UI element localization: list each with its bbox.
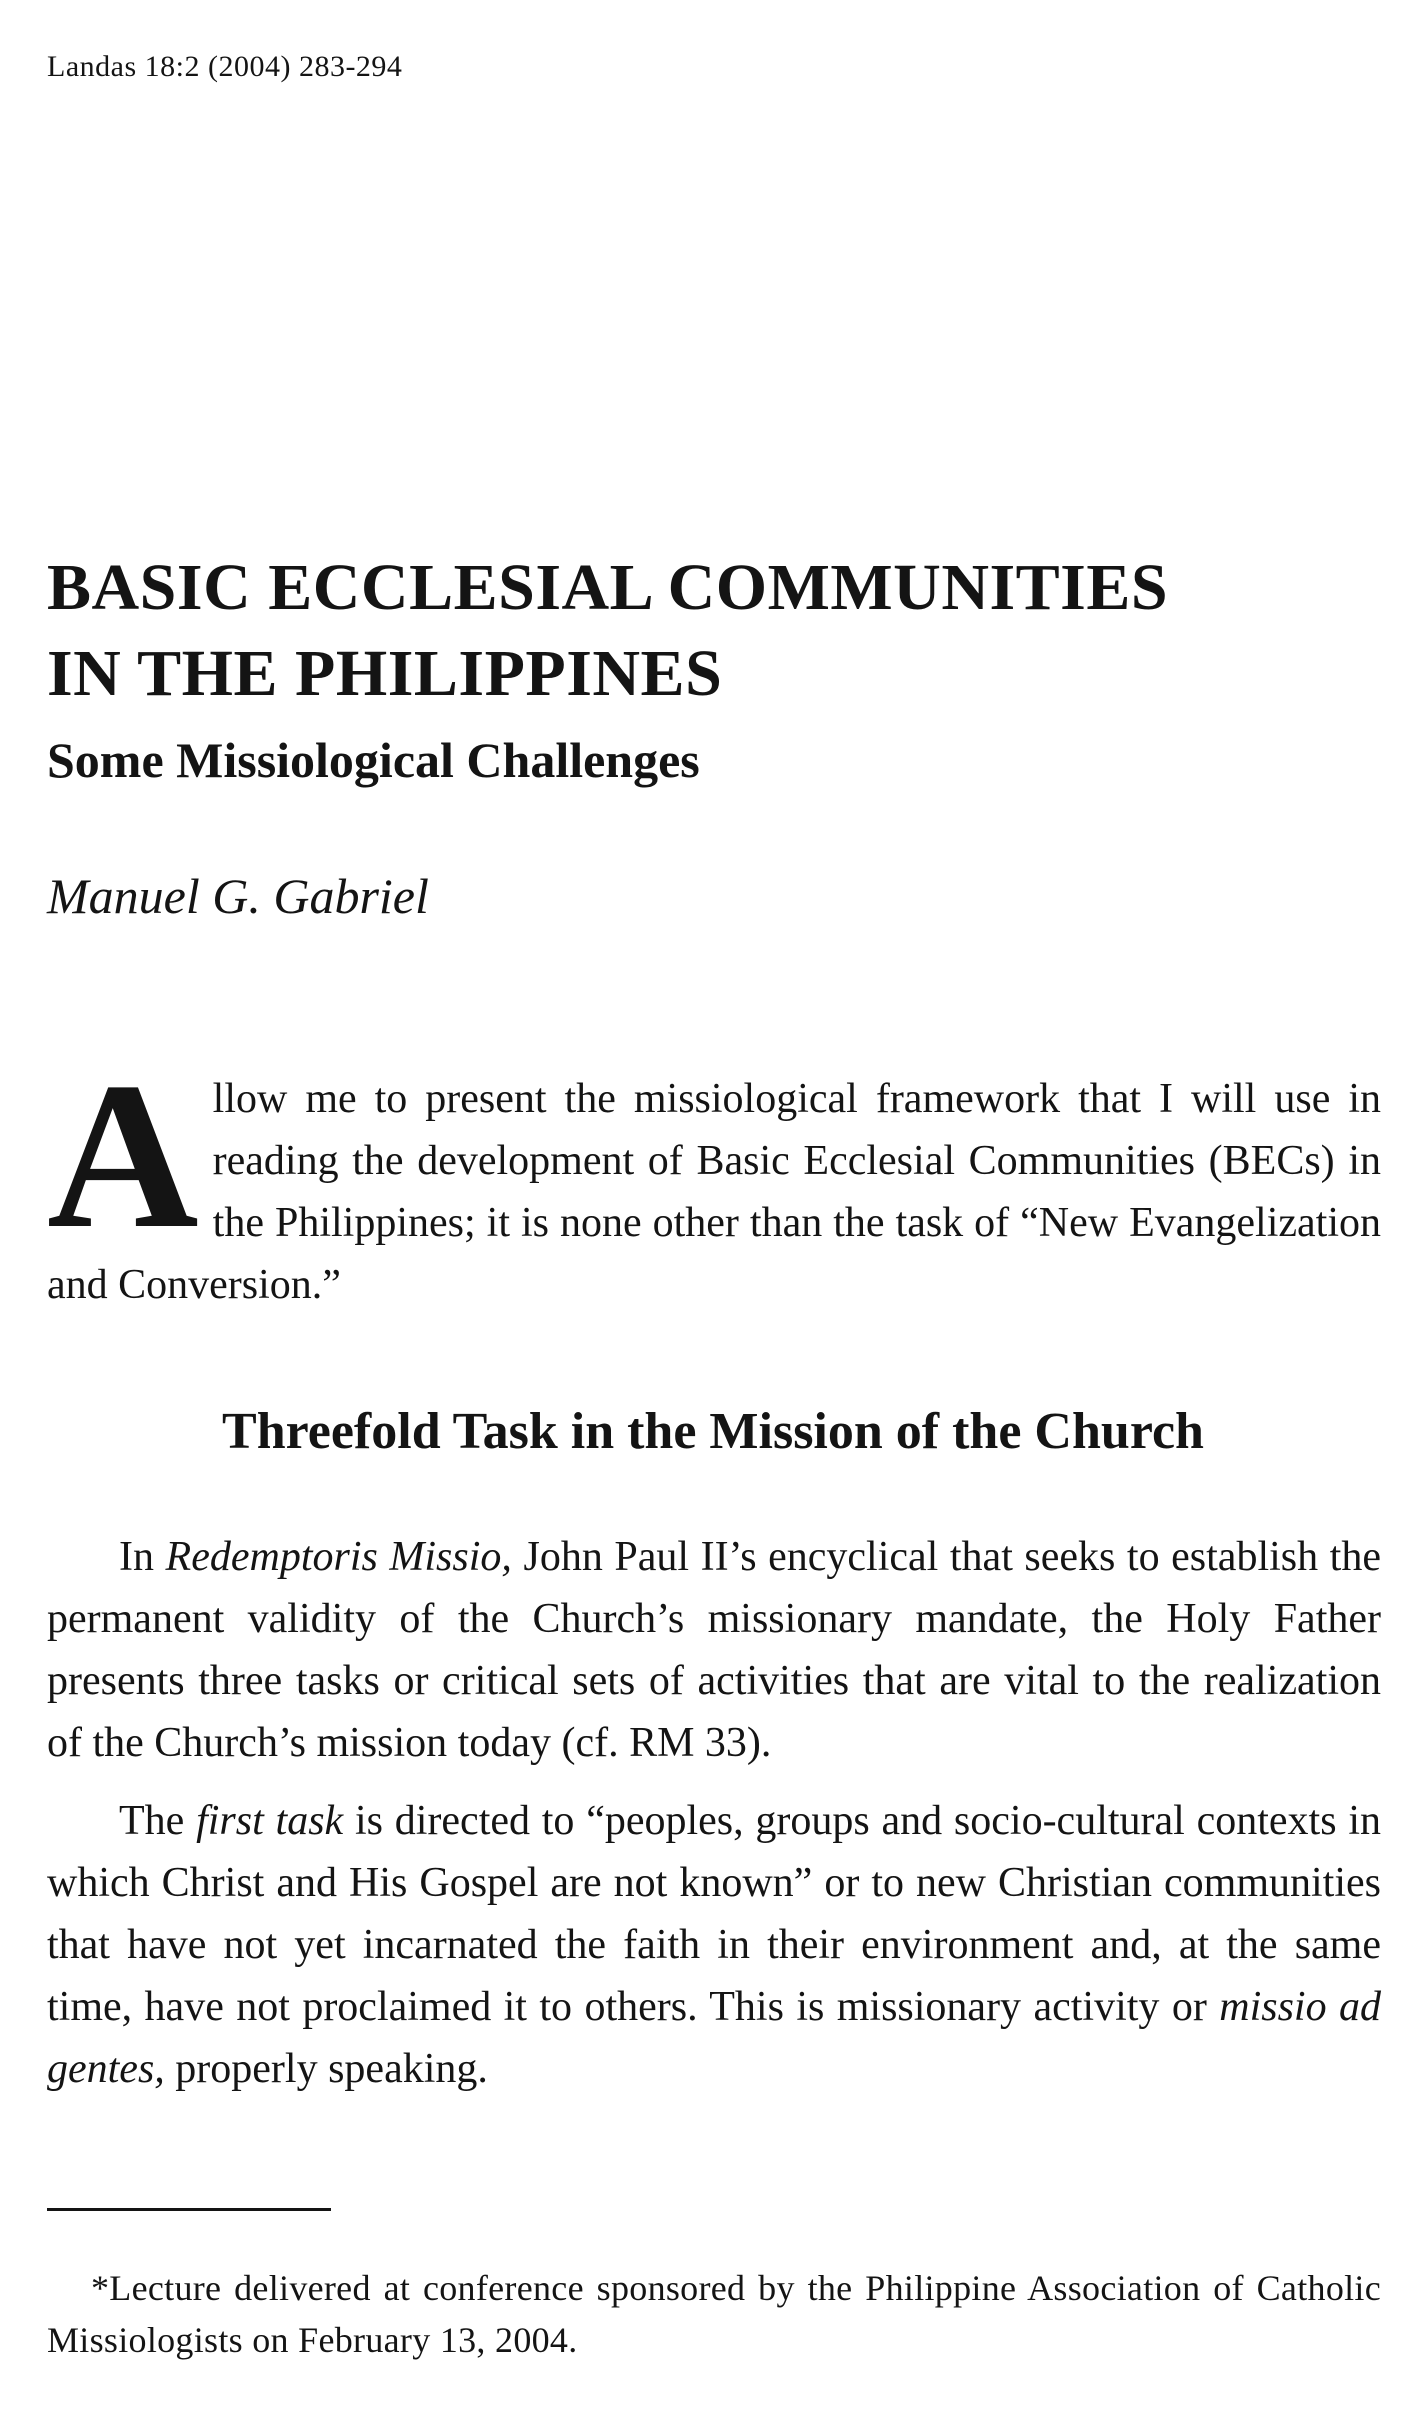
paragraph-2-end: properly speaking.	[164, 2046, 488, 2092]
paragraph-2-text: is directed to “peoples, groups and socio-cultural contexts in which Christ and His Gospel are not known” or to new Christian communities that have not yet incarnated the faith in their environment and, at the same time, have not proclaimed it to others. This is missionary activity or	[47, 1798, 1382, 2030]
first-task-term: first task	[196, 1798, 344, 1844]
intro-text: llow me to present the missiological framework that I will use in reading the development of Basic Ecclesial Communities (BECs) in the Philippines; it is none other than the task of “New Evangelization and Conversion.”	[47, 1076, 1381, 1308]
paragraph-1-text: John Paul II’s encyclical that seeks to establish the permanent validity of the Church’s missionary mandate, the Holy Father presents three tasks or critical sets of activities that are vital to the realization of the Church’s mission today (cf. RM 33).	[47, 1534, 1381, 1766]
body-paragraph-1	[47, 1526, 1381, 1774]
footnote-divider	[47, 2208, 331, 2211]
article-subtitle: Some Missiological Challenges	[47, 732, 700, 788]
encyclical-title: Redemptoris Missio,	[165, 1534, 512, 1580]
title-line-1: BASIC ECCLESIAL COMMUNITIES	[47, 551, 1169, 624]
running-head: Landas 18:2 (2004) 283-294	[47, 50, 403, 83]
footnote: *Lecture delivered at conference sponsored by the Philippine Association of Catholic Missiologists on February 13, 2004.	[47, 2268, 1381, 2360]
drop-cap: A	[47, 1040, 199, 1272]
body-paragraph-2	[47, 1790, 1381, 2100]
missio-ad-gentes-term: missio ad gentes,	[47, 1984, 1381, 2092]
title-line-2: IN THE PHILIPPINES	[47, 637, 723, 710]
paragraph-2-lead: The	[119, 1798, 197, 1844]
section-heading: Threefold Task in the Mission of the Church	[222, 1403, 1204, 1460]
author-name: Manuel G. Gabriel	[47, 868, 429, 924]
intro-paragraph	[47, 1040, 1381, 1316]
article-title	[47, 545, 1387, 717]
paragraph-1-lead: In	[119, 1534, 166, 1580]
